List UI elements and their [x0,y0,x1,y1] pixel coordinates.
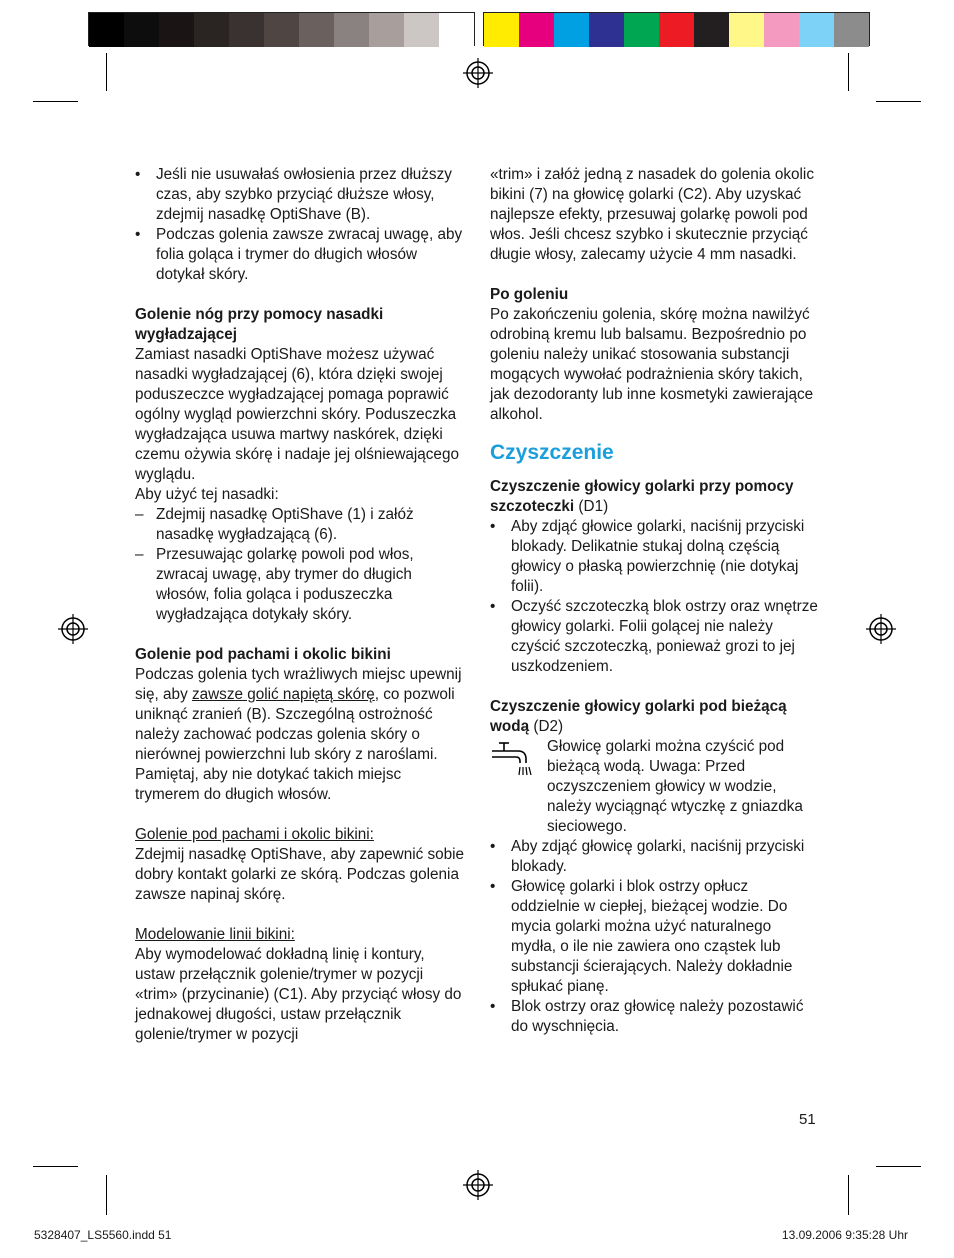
chapter-heading-cleaning: Czyszczenie [490,441,614,464]
section-heading-legs: Golenie nóg przy pomocy nasadki wygładzającej [135,306,384,343]
color-swatch [834,13,869,47]
color-swatch [264,13,299,47]
color-swatch [194,13,229,47]
color-swatch [624,13,659,47]
list-item: • Jeśli nie usuwałaś owłosienia przez dłuższy czas, aby szybko przyciąć dłuższe włosy, zdejmij nasadkę OptiShave (B). [135,166,452,223]
crop-mark [106,53,107,91]
color-swatch [799,13,834,47]
color-swatch [694,13,729,47]
color-swatch [554,13,589,47]
color-swatch [764,13,799,47]
paragraph: Zamiast nasadki OptiShave możesz używać nasadki wygładzającej (6), która dzięki swojej poduszeczce wygładzającej pomaga poprawić ogólny wygląd powierzchni skóry. Poduszeczka wygładzająca usuwa martwy naskórek, dzięki czemu ożywia skórę i nadaje jej olśniewającego wyglądu. [135,346,459,483]
list-item: • Aby zdjąć głowice golarki, naciśnij przyciski blokady. Delikatnie stukaj dolną częścią głowicy o płaską powierzchnię (nie dotykaj folii). [490,518,805,595]
paragraph: Podczas golenia tych wrażliwych miejsc upewnij się, aby zawsze golić napiętą skórę, co pozwoli uniknąć zranień (B). Szczególną ostrożność należy zachować podczas golenia skóry o nierównej powierzchni lub skóry z naroślami. Pamiętaj, aby nie dotykać takich miejsc trymerem do długich włosów. [135,666,462,803]
timestamp-slug: 13.09.2006 9:35:28 Uhr [781,1228,908,1242]
color-swatch [519,13,554,47]
color-swatch [369,13,404,47]
color-swatch [589,13,624,47]
water-note [490,737,820,837]
page-number: 51 [799,1111,816,1128]
registration-mark-icon [866,614,896,644]
crop-mark [33,101,78,102]
paragraph: Aby użyć tej nasadki: [135,486,279,503]
list-item: • Głowicę golarki i blok ostrzy opłucz oddzielnie w ciepłej, bieżącej wodzie. Do mycia golarki można użyć naturalnego mydła, o ile nie zawiera ono cząstek lub substancji ścierających. Należy dokładnie spłukać pianę. [490,878,793,995]
registration-mark-icon [463,1170,493,1200]
color-swatch [89,13,124,47]
section-heading-brush: Czyszczenie głowicy golarki przy pomocy szczoteczki (D1) [490,478,794,515]
faucet-icon [490,737,532,779]
color-swatch [439,13,474,47]
list-item: • Oczyść szczoteczką blok ostrzy oraz wnętrze głowicy golarki. Folii golącej nie należy czyścić szczoteczką, ponieważ grozi to jej uszkodzeniem. [490,598,818,675]
list-item: • Blok ostrzy oraz głowicę należy pozostawić do wyschnięcia. [490,998,804,1035]
right-column [490,165,820,1037]
color-swatch [334,13,369,47]
color-swatch [404,13,439,47]
list-item: – Zdejmij nasadkę OptiShave (1) i załóż nasadkę wygładzającą (6). [135,506,414,543]
list-item: • Aby zdjąć głowicę golarki, naciśnij przyciski blokady. [490,838,805,875]
registration-mark-icon [463,58,493,88]
crop-mark [876,101,921,102]
color-swatch [124,13,159,47]
crop-mark [106,1175,107,1215]
list-item: • Podczas golenia zawsze zwracaj uwagę, aby folia goląca i trymer do długich włosów dotykał skóry. [135,226,463,283]
color-swatch [484,13,519,47]
crop-mark [876,1166,921,1167]
paragraph: «trim» i załóż jedną z nasadek do golenia okolic bikini (7) na głowicę golarki (C2). Aby uzyskać najlepsze efekty, przesuwaj golarkę powoli pod włos. Jeśli chcesz szybko i skutecznie przyciąć długie włosy, zalecamy użycie 4 mm nasadki. [490,166,814,263]
paragraph: Zdejmij nasadkę OptiShave, aby zapewnić sobie dobry kontakt golarki ze skórą. Podczas golenia zawsze napinaj skórę. [135,846,465,903]
color-swatch [159,13,194,47]
subheading-underlined: Modelowanie linii bikini: [135,926,295,943]
file-slug: 5328407_LS5560.indd 51 [34,1228,172,1242]
section-heading-armpits: Golenie pod pachami i okolic bikini [135,646,391,663]
color-swatch [729,13,764,47]
left-column [135,165,465,1045]
grayscale-color-bar [88,12,475,46]
crop-mark [33,1166,78,1167]
subheading-underlined: Golenie pod pachami i okolic bikini: [135,826,374,843]
color-swatch [659,13,694,47]
crop-mark [848,53,849,91]
paragraph: Głowicę golarki można czyścić pod bieżącą wodą. Uwaga: Przed oczyszczeniem głowicy w wodzie, należy wyciągnąć wtyczkę z gniazdka sieciowego. [547,738,803,835]
registration-mark-icon [58,614,88,644]
section-heading-after-shave: Po goleniu [490,286,569,303]
crop-mark [848,1175,849,1215]
color-swatch [299,13,334,47]
section-heading-water: Czyszczenie głowicy golarki pod bieżącą wodą (D2) [490,698,787,735]
process-color-bar [483,12,870,46]
paragraph: Aby wymodelować dokładną linię i kontury, ustaw przełącznik golenie/trymer w pozycji «trim» (przycinanie) (C1). Aby przyciąć włosy do jednakowej długości, ustaw przełącznik golenie/trymer w pozycji [135,946,462,1043]
emphasis-underlined: zawsze golić napiętą skórę [191,686,375,703]
color-swatch [229,13,264,47]
list-item: – Przesuwając golarkę powoli pod włos, zwracaj uwagę, aby trymer do długich włosów, folia goląca i poduszeczka wygładzająca dotykały skóry. [135,546,414,623]
paragraph: Po zakończeniu golenia, skórę można nawilżyć odrobiną kremu lub balsamu. Bezpośrednio po goleniu należy unikać stosowania substancji mogących wywołać podrażnienia skóry takich, jak dezodoranty lub inne kosmetyki zawierające alkohol. [490,306,814,423]
